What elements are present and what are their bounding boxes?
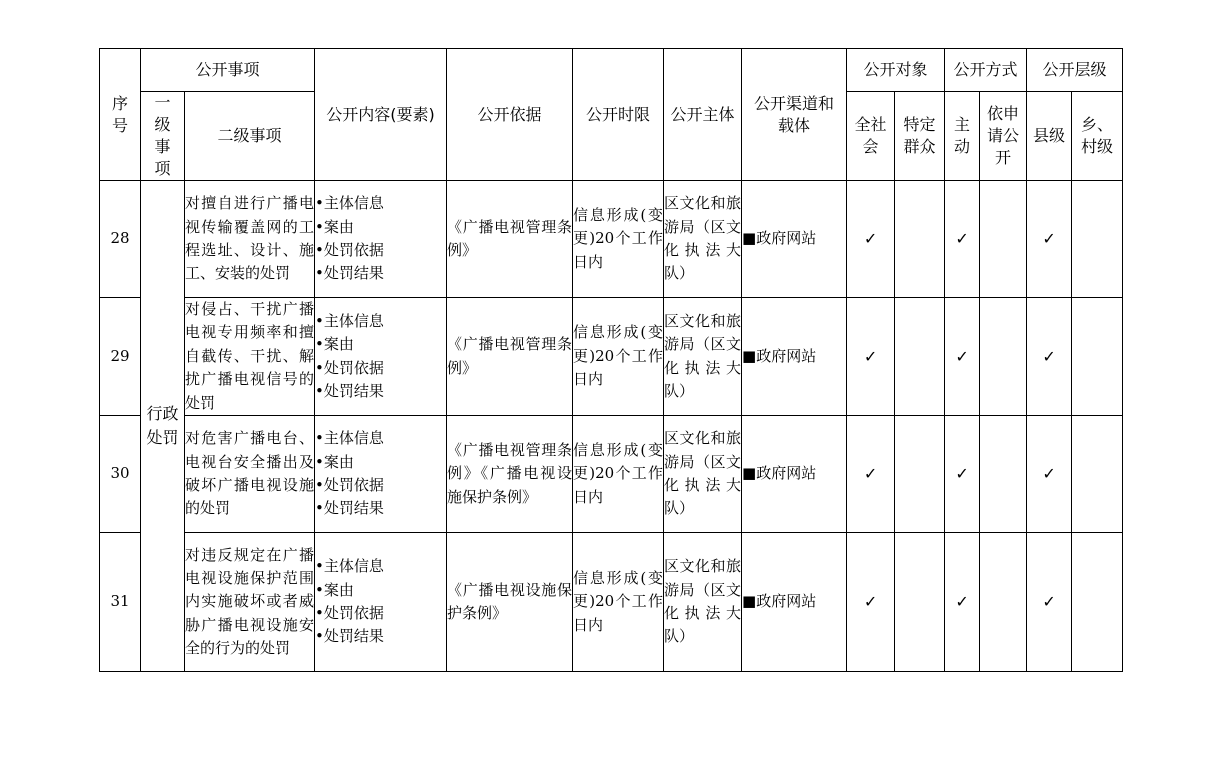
row-subject: 区文化和旅游局（区文化执法大队） — [664, 298, 742, 416]
row-channel — [742, 181, 847, 298]
content-item: •案由 — [315, 580, 354, 599]
row-item: 对违反规定在广播电视设施保护范围内实施破坏或者威胁广播电视设施安全的行为的处罚 — [185, 533, 315, 672]
header-seq-label: 序号 — [111, 93, 128, 135]
cell-town — [1072, 533, 1123, 672]
table-row — [100, 298, 1123, 416]
cell-specific — [895, 533, 945, 672]
row-timelimit: 信息形成(变更)20个工作日内 — [573, 181, 664, 298]
square-icon: ■ — [742, 592, 757, 611]
cell-specific — [895, 416, 945, 533]
header-level1-label: 一级事项 — [154, 93, 171, 178]
header-object-all — [847, 92, 895, 181]
header-object-specific — [895, 92, 945, 181]
header-tier-town-label: 乡、村级 — [1081, 115, 1114, 156]
header-level2: 二级事项 — [185, 92, 315, 181]
content-item: •处罚依据 — [315, 604, 384, 623]
content-item: •案由 — [315, 452, 354, 471]
check-icon: ✓ — [1027, 533, 1072, 672]
cell-town — [1072, 416, 1123, 533]
check-icon: ✓ — [945, 416, 980, 533]
header-method: 公开方式 — [945, 49, 1027, 92]
table-row — [100, 181, 1123, 298]
header-method-active-label: 主动 — [954, 115, 971, 156]
table-row — [100, 533, 1123, 672]
row-basis: 《广播电视设施保护条例》 — [447, 533, 573, 672]
cell-town — [1072, 181, 1123, 298]
header-object-specific-label: 特定群众 — [903, 115, 936, 156]
content-item: •主体信息 — [315, 194, 384, 213]
square-icon: ■ — [742, 464, 757, 483]
header-level1 — [141, 92, 185, 181]
row-seq: 29 — [100, 298, 141, 416]
content-item: •处罚结果 — [315, 381, 384, 400]
row-channel — [742, 416, 847, 533]
square-icon: ■ — [742, 346, 757, 365]
row-basis: 《广播电视管理条例》《广播电视设施保护条例》 — [447, 416, 573, 533]
square-icon: ■ — [742, 229, 757, 248]
check-icon: ✓ — [945, 181, 980, 298]
row-basis: 《广播电视管理条例》 — [447, 181, 573, 298]
row-timelimit: 信息形成(变更)20个工作日内 — [573, 533, 664, 672]
content-item: •主体信息 — [315, 311, 384, 330]
header-seq — [100, 49, 141, 181]
header-content: 公开内容(要素) — [315, 49, 447, 181]
row-content — [315, 181, 447, 298]
row-channel — [742, 533, 847, 672]
check-icon: ✓ — [847, 181, 895, 298]
content-item: •处罚依据 — [315, 358, 384, 377]
row-subject: 区文化和旅游局（区文化执法大队） — [664, 181, 742, 298]
check-icon: ✓ — [847, 533, 895, 672]
content-item: •主体信息 — [315, 557, 384, 576]
header-object: 公开对象 — [847, 49, 945, 92]
header-subject: 公开主体 — [664, 49, 742, 181]
cell-apply — [980, 181, 1027, 298]
header-object-all-label: 全社会 — [854, 115, 887, 156]
row-subject: 区文化和旅游局（区文化执法大队） — [664, 416, 742, 533]
header-method-apply-label: 依申请公开 — [987, 104, 1020, 167]
check-icon: ✓ — [1027, 416, 1072, 533]
check-icon: ✓ — [1027, 181, 1072, 298]
content-item: •案由 — [315, 335, 354, 354]
cell-apply — [980, 298, 1027, 416]
row-item: 对擅自进行广播电视传输覆盖网的工程选址、设计、施工、安装的处罚 — [185, 181, 315, 298]
header-channel: 公开渠道和载体 — [742, 49, 847, 181]
cell-apply — [980, 533, 1027, 672]
row-seq: 31 — [100, 533, 141, 672]
cell-apply — [980, 416, 1027, 533]
header-method-apply — [980, 92, 1027, 181]
content-item: •处罚结果 — [315, 499, 384, 518]
header-timelimit: 公开时限 — [573, 49, 664, 181]
header-method-active — [945, 92, 980, 181]
row-channel — [742, 298, 847, 416]
check-icon: ✓ — [1027, 298, 1072, 416]
category1-label: 行政处罚 — [146, 404, 179, 448]
header-tier-county: 县级 — [1027, 92, 1072, 181]
category1-cell — [141, 181, 185, 672]
row-timelimit: 信息形成(变更)20个工作日内 — [573, 416, 664, 533]
content-item: •处罚依据 — [315, 241, 384, 259]
check-icon: ✓ — [847, 298, 895, 416]
check-icon: ✓ — [945, 298, 980, 416]
cell-town — [1072, 298, 1123, 416]
content-item: •处罚结果 — [315, 627, 384, 646]
row-timelimit: 信息形成(变更)20个工作日内 — [573, 298, 664, 416]
header-tier-town — [1072, 92, 1123, 181]
header-basis: 公开依据 — [447, 49, 573, 181]
row-subject: 区文化和旅游局（区文化执法大队） — [664, 533, 742, 672]
channel-label: 政府网站 — [756, 229, 817, 248]
row-item: 对侵占、干扰广播电视专用频率和擅自截传、干扰、解扰广播电视信号的处罚 — [185, 298, 315, 416]
table-row — [100, 416, 1123, 533]
content-item: •处罚依据 — [315, 476, 384, 495]
row-seq: 30 — [100, 416, 141, 533]
channel-label: 政府网站 — [756, 592, 817, 611]
header-tier: 公开层级 — [1027, 49, 1123, 92]
row-content — [315, 533, 447, 672]
header-matter: 公开事项 — [141, 49, 315, 92]
check-icon: ✓ — [847, 416, 895, 533]
content-item: •案由 — [315, 217, 354, 236]
row-item: 对危害广播电台、电视台安全播出及破坏广播电视设施的处罚 — [185, 416, 315, 533]
row-content — [315, 416, 447, 533]
check-icon: ✓ — [945, 533, 980, 672]
row-content — [315, 298, 447, 416]
cell-specific — [895, 298, 945, 416]
row-basis: 《广播电视管理条例》 — [447, 298, 573, 416]
channel-label: 政府网站 — [756, 464, 817, 483]
content-item: •处罚结果 — [315, 264, 384, 283]
disclosure-table — [99, 48, 1123, 672]
channel-label: 政府网站 — [756, 346, 817, 365]
row-seq: 28 — [100, 181, 141, 298]
content-item: •主体信息 — [315, 429, 384, 448]
cell-specific — [895, 181, 945, 298]
